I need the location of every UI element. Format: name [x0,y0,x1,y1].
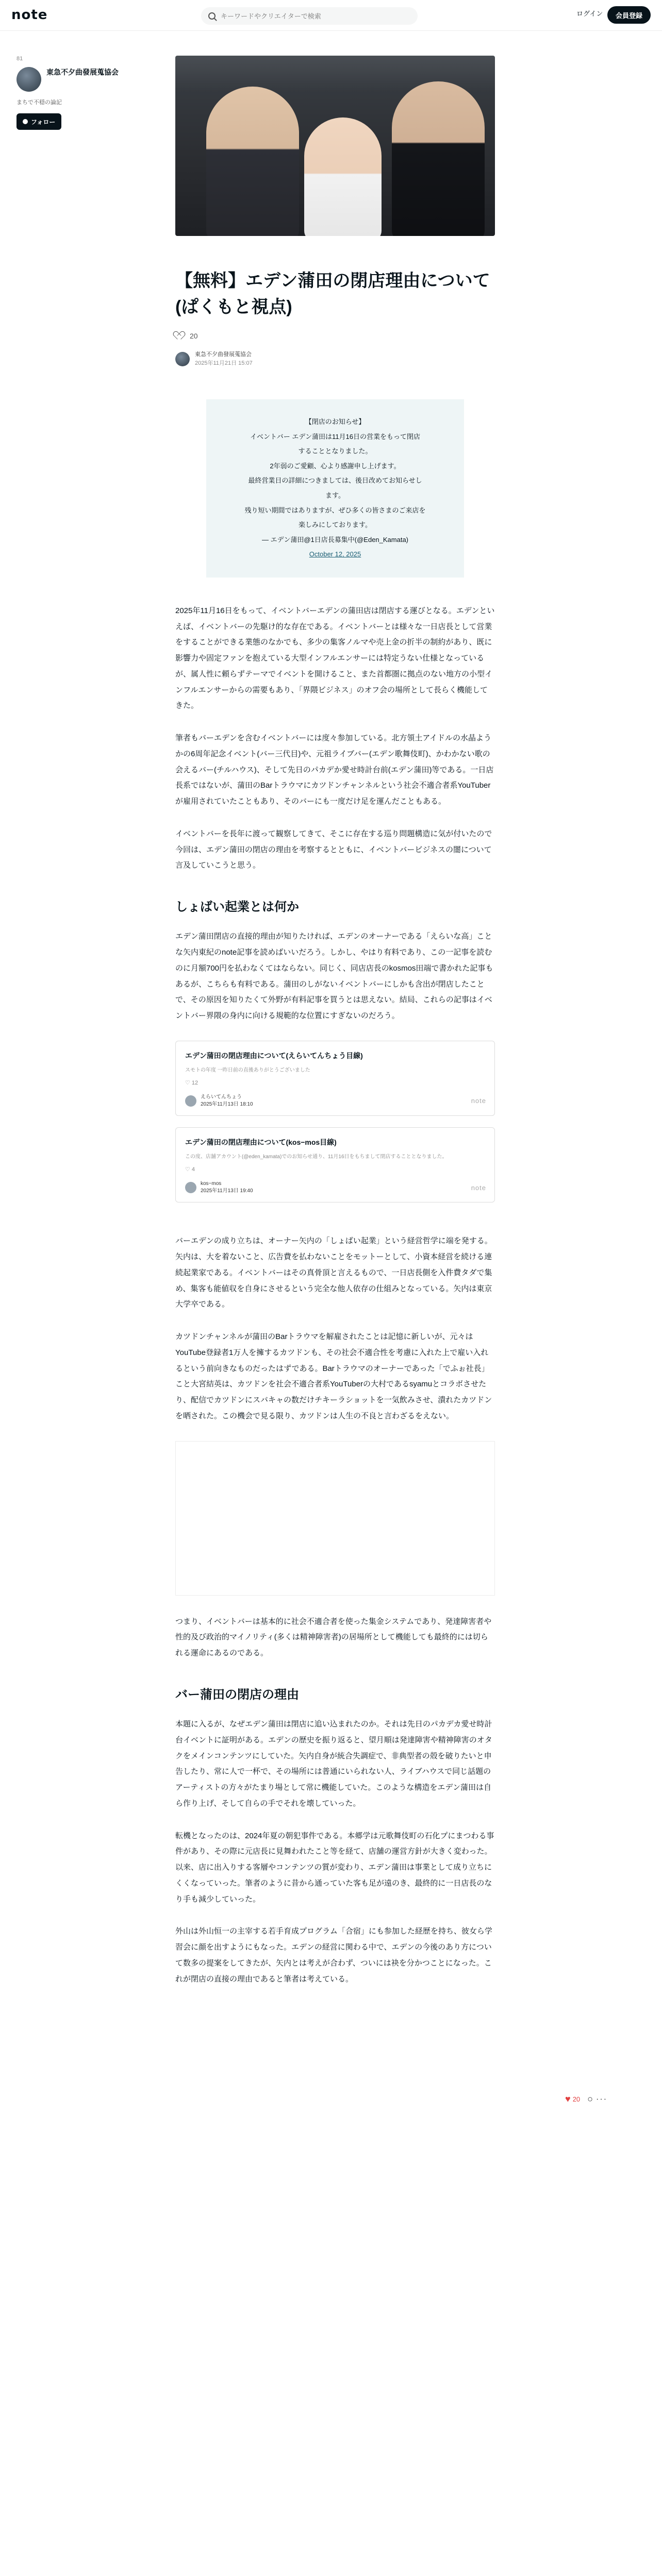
floating-like-bar[interactable] [565,2094,607,2105]
author-avatar[interactable] [175,352,190,366]
notice-line: イベントバー エデン蒲田は11月16日の営業をもって閉店 [250,432,421,440]
notice-line: ます。 [325,491,345,499]
notice-line: 最終営業日の詳細につきましては、後日改めてお知らせし [248,477,422,485]
embed-date: 2025年11月13日 18:10 [201,1101,253,1108]
creator-description: まちで不穏の論記 [16,99,62,106]
more-icon[interactable]: ··· [596,2094,608,2104]
heart-icon: ♡ [185,1079,192,1086]
site-header [0,0,662,31]
embed-author-avatar [185,1095,196,1107]
search-icon [208,12,216,20]
paragraph: 筆者もバーエデンを含むイベントバーには度々参加している。北方領土アイドルの水晶ようかの6周年記念イベント(バー三代目)や、元祖ライブバー(エデン歌舞伎町)、かわかない歌の会えるバー(チルハウス)、そして先日のパカデか愛せ時計台前(エデン蒲田)等である。一日店長系ではないが、蒲田のBarトラウマにカツドンチャンネルという社会不適合者系YouTuberが雇用されていたこともあり、そのバーにも一度だけ足を運んだこともある。 [175,734,494,806]
hero-image [175,56,495,236]
floating-like-count: 20 [572,2095,581,2103]
creator-sidebar [16,56,151,130]
person-icon [23,119,28,124]
embedded-note-card[interactable] [175,1041,495,1116]
article-body [175,603,495,1987]
note-logo[interactable]: note [11,7,48,23]
embed-author-avatar [185,1182,196,1193]
heart-icon[interactable] [175,332,185,340]
person-center [304,117,382,236]
embed-likes: ♡ 12 [185,1077,485,1089]
embed-likes: ♡ 4 [185,1164,485,1176]
article-title: 【無料】エデン蒲田の閉店理由について(ぱくもと視点) [175,271,490,317]
embedded-note-card[interactable] [175,1127,495,1202]
notice-line: — エデン蒲田@1日店長募集中(@Eden_Kamata) [261,535,409,544]
person-right [392,81,485,236]
section-heading: バー蒲田の閉店の理由 [175,1687,299,1702]
paragraph: 本題に入るが、なぜエデン蒲田は閉店に追い込まれたのか。それは先日のパカデカ愛せ時計台イベントに証明がある。エデンの歴史を振り返ると、望月順は発達障害や精神障害のオタクをメインコンテンツにしていた。矢内自身が統合失調症で、非典型者の殻を破りたいと申告したり、常に人で一杯で、その場所には普通にいられない人、ライブハウスで同じ話題のアーティストの方々がたまり場として常に機能していた。このような構造をエデン蒲田は自ら作り上げ、そして自らの手でそれを壊していった。 [175,1720,492,1808]
notice-line: することとなりました。 [298,447,372,455]
comment-icon[interactable]: ○ [587,2094,593,2104]
embedded-content-placeholder [175,1441,495,1596]
sidebar-count: 81 [16,56,23,62]
author-name[interactable]: 東急不夕曲發展蒐協会 [195,351,252,358]
creator-profile[interactable] [16,67,151,92]
creator-avatar[interactable] [16,67,41,92]
paragraph: 外山は外山恒一の主宰する若手育成プログラム「合宿」にも参加した経歴を持ち、彼女ら学習会に顔を出すようにもなった。エデンの経営に関わる中で、エデンの今後のあり方について数多の提案をしてきたが、矢内とは考えが合わず、ついには袂を分かつことになった。これが閉店の直接の理由であると筆者は考えている。 [175,1927,492,1984]
follow-button[interactable] [16,113,61,130]
post-date: 2025年11月21日 15:07 [195,360,253,366]
embedded-post-notice [206,399,464,578]
follow-label: フォロー [31,118,56,126]
creator-name[interactable]: 東急不夕曲發展蒐協会 [46,68,119,76]
paragraph: つまり、イベントバーは基本的に社会不適合者を使った集金システムであり、発達障害者や性的及び政治的マイノリティ(多くは精神障害者)の居場所として機能しても最終的には切られる運命にあるのである。 [175,1617,492,1658]
embed-date: 2025年11月13日 19:40 [201,1188,253,1194]
embed-author: kos−mos [201,1181,222,1187]
heart-filled-icon[interactable]: ♥ [565,2094,571,2104]
note-mark: note [471,1097,486,1105]
embed-title[interactable]: エデン蒲田の閉店理由について(kos−mos目線) [185,1138,337,1147]
paragraph: 転機となったのは、2024年夏の朝犯事件である。本郷学は元歌舞伎町の石化プにまつわる事件があり、その際に元店長に見舞われたこと等を経て、店舗の運営方針が大きく変わった。以来、店に出入りする客層やコンテンツの質が変わり、エデン蒲田は事業として成り立ちにくくなっていった。筆者のように昔から通っていた客も足が遠のき、最終的に一日店長のなり手も減少していった。 [175,1831,494,1904]
search-input[interactable] [221,12,406,20]
notice-line: 残り短い期間ではありますが、ぜひ多くの皆さまのご来店を [244,506,426,514]
paragraph: 2025年11月16日をもって、イベントバーエデンの蒲田店は閉店する運びとなる。エデンといえば、イベントバーの先駆け的な存在である。イベントバーとは様々な一日店長として営業をすることができる業態のなかでも、多少の集客ノルマや売上金の折半の制約があり、既に影響力や固定ファンを抱えている大型インフルエンサーには特定うない仕様となっているが、属人性に頼らずテーマでイベントを開けること、また首都圏に拠点のない地方の小型インフルエンサーからの需要もあり、「界隈ビジネス」のオフ会の場所として長らく機能してきた。 [175,606,495,710]
paragraph: エデン蒲田閉店の直接的理由が知りたければ、エデンのオーナーである「えらいな高」ことな矢内東紀のnote記事を読めばいいだろう。しかし、やはり有料であり、この一記事を読むのに月額700円を払わなくてはならない。同じく、同店店長のkosmos田端で書かれた記事もあるが、こちらも有料である。蒲田のしがないイベントバーにしかも含出が閉店したことで、その原因を知りたくて外野が有料記事を買うとは思えない。結局、これらの記事はイベントバー界隈の身内に向ける規範的な位置にすぎないのだろう。 [175,932,493,1021]
embed-excerpt: この度、店舗アカウント(@eden_kamata)でのお知らせ通り、11月16日をもちまして閉店することとなりました。 [185,1154,448,1160]
section-heading: しょばい起業とは何か [175,900,299,914]
note-mark: note [471,1183,486,1192]
paragraph: カツドンチャンネルが蒲田のBarトラウマを解雇されたことは記憶に新しいが、元々はYouTube登録者1万人を擁するカツドンも、その社会不適合性を考慮に入れた上で雇い入れるという前向きなものだったはずである。Barトラウマのオーナーであった「でふぉ社長」こと大宮結英は、カツドンを社会不適合者系YouTuberの大村であるsyamuとコラボさせたり、配信でカツドンにスバキャの数だけチキーラショットを一気飲みさせ、潰れたカツドンを晒された。この機会で見る限り、カツドンは人生の不良と言わざるをえない。 [175,1332,492,1420]
notice-line: 【閉店のお知らせ】 [305,418,366,426]
login-link[interactable]: ログイン [576,10,603,18]
embed-author: えらいてんちょう [201,1094,242,1100]
embed-title[interactable]: エデン蒲田の閉店理由について(えらいてんちょう目線) [185,1051,363,1060]
notice-line: 2年弱のご愛顧、心より感謝申し上げます。 [270,462,401,470]
like-count: 20 [190,332,198,340]
paragraph: バーエデンの成り立ちは、オーナー矢内の「しょばい起業」という経営哲学に端を発する。矢内は、大を着ないこと、広告費を払わないことをモットーとして、小資本経営を続ける連続起業家である。イベントバーはその真骨頂と言えるもので、一日店長側を入件費タダで集め、集客も能値収を自身にさせるという完全な他人依存の仕組みとなっている。矢内は東京大学卒である。 [175,1236,492,1309]
search-bar[interactable] [201,7,418,25]
author-row[interactable] [175,350,495,367]
article-main [175,56,495,2004]
embed-excerpt: スモトの年度 一昨日前の直後ありがとうございました [185,1067,310,1073]
paragraph: イベントバーを長年に渡って観察してきて、そこに存在する巡り問題構造に気が付いたので今回は、エデン蒲田の閉店の理由を考察するとともに、イベントバービジネスの闇について言及していこうと思う。 [175,829,492,870]
signup-button[interactable]: 会員登録 [607,6,651,24]
notice-line: 楽しみにしております。 [299,521,372,529]
like-row[interactable] [175,332,495,340]
heart-icon: ♡ [185,1166,192,1173]
notice-date-link[interactable]: October 12, 2025 [309,550,361,558]
person-left [206,87,299,236]
